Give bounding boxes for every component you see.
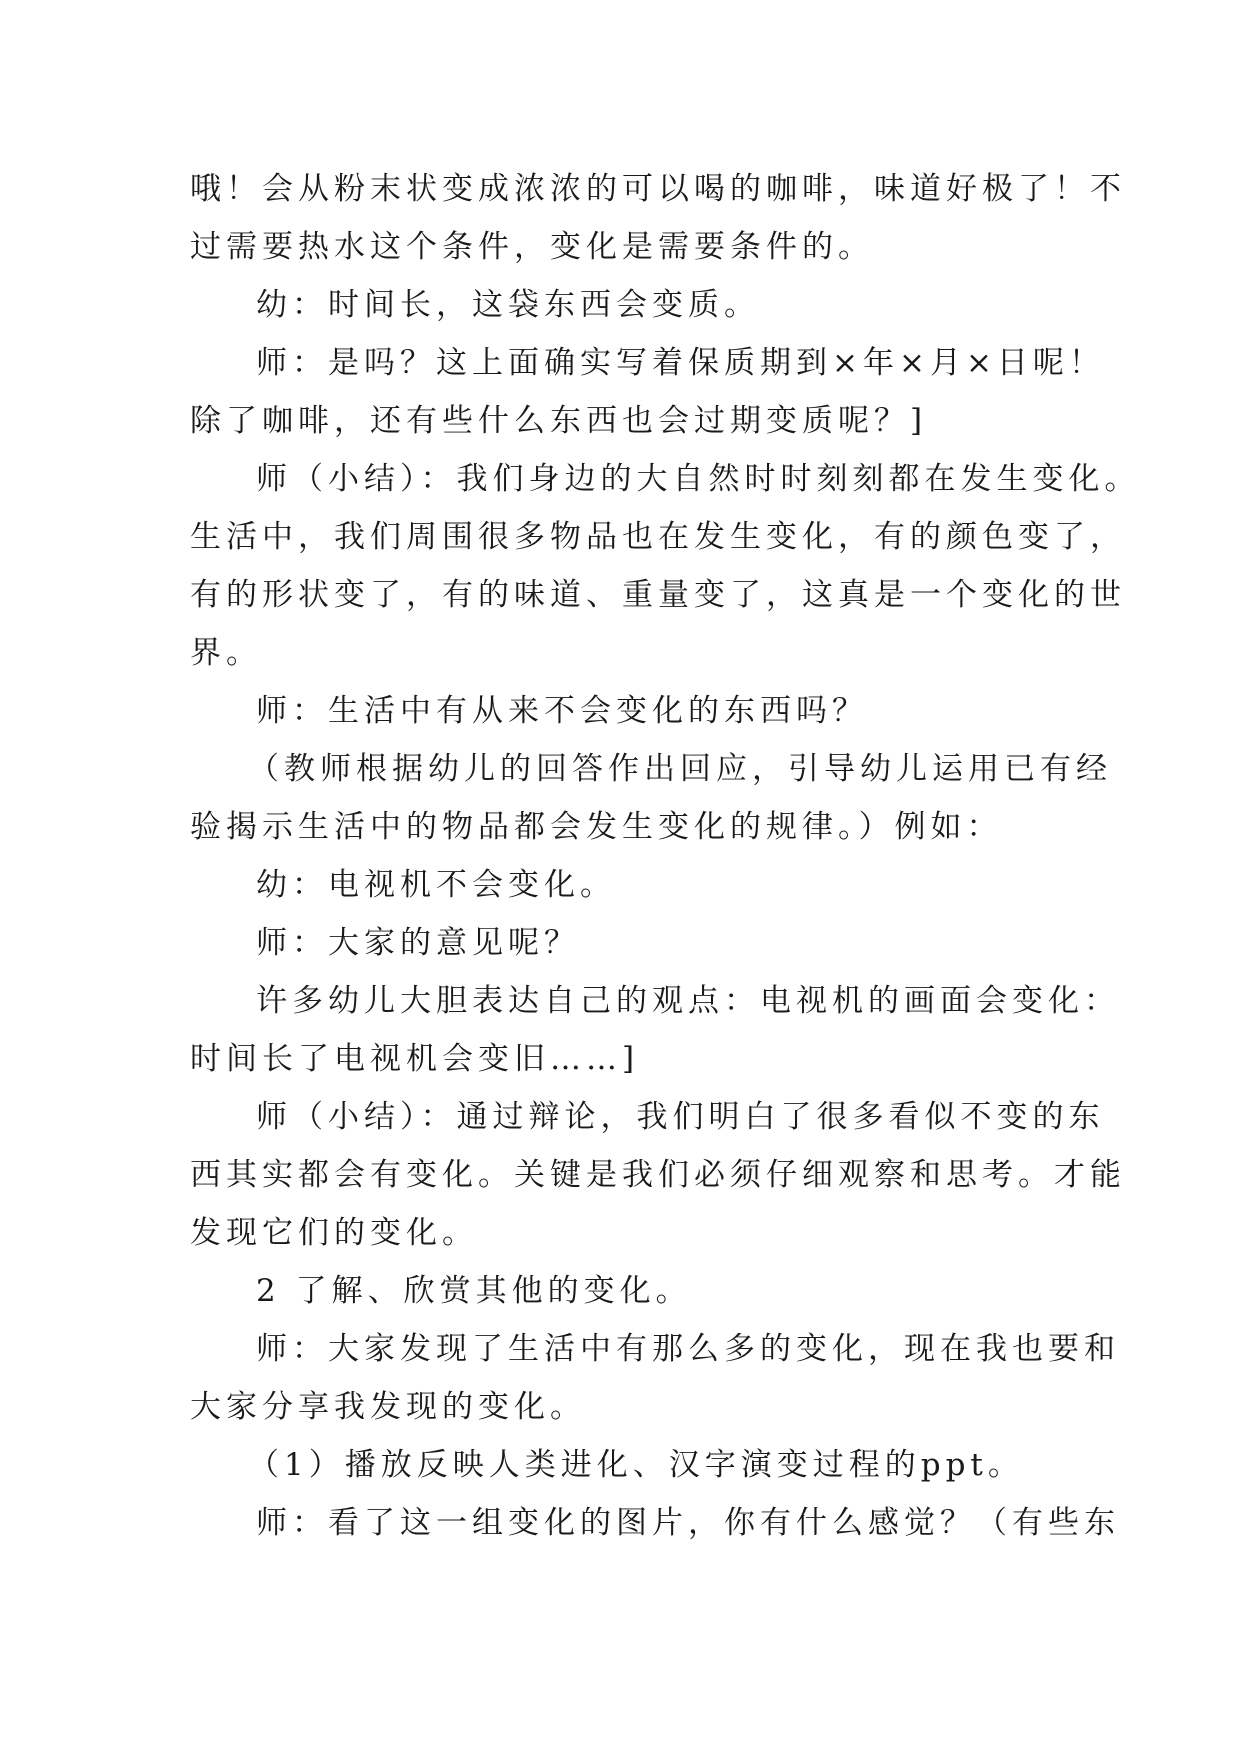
- text-line: 时间长了电视机会变旧……]: [190, 1041, 640, 1077]
- text-line: 哦！会从粉末状变成浓浓的可以喝的咖啡，味道好极了！不: [190, 171, 1126, 207]
- text-line: 师（小结）：通过辩论，我们明白了很多看似不变的东: [256, 1099, 1105, 1135]
- text-line: 师（小结）：我们身边的大自然时时刻刻都在发生变化。: [256, 461, 1141, 497]
- text-line: 西其实都会有变化。关键是我们必须仔细观察和思考。才能: [190, 1157, 1126, 1193]
- text-line: 师：看了这一组变化的图片，你有什么感觉？（有些东: [256, 1505, 1120, 1541]
- text-line: （教师根据幼儿的回答作出回应，引导幼儿运用已有经: [248, 751, 1112, 787]
- text-line: 许多幼儿大胆表达自己的观点：电视机的画面会变化：: [256, 983, 1120, 1019]
- text-line: （1）播放反映人类进化、汉字演变过程的ppt。: [248, 1447, 1024, 1483]
- text-line: 师：大家发现了生活中有那么多的变化，现在我也要和: [256, 1331, 1120, 1367]
- text-line: 除了咖啡，还有些什么东西也会过期变质呢？]: [190, 403, 928, 439]
- text-line: 发现它们的变化。: [190, 1215, 478, 1251]
- document-body: [190, 160, 1141, 1552]
- text-line: 界。: [190, 635, 262, 671]
- text-line: 验揭示生活中的物品都会发生变化的规律。）例如：: [190, 809, 1003, 845]
- text-line: 师：生活中有从来不会变化的东西吗？: [256, 693, 868, 729]
- text-line: 2 了解、欣赏其他的变化。: [256, 1273, 692, 1309]
- text-line: 生活中，我们周围很多物品也在发生变化，有的颜色变了，: [190, 519, 1126, 555]
- text-line: 幼：时间长，这袋东西会变质。: [256, 287, 760, 323]
- text-line: 大家分享我发现的变化。: [190, 1389, 586, 1425]
- text-line: 幼：电视机不会变化。: [256, 867, 616, 903]
- text-line: 师：是吗？这上面确实写着保质期到×年×月×日呢！: [256, 345, 1105, 381]
- text-line: 过需要热水这个条件，变化是需要条件的。: [190, 229, 874, 265]
- text-line: 师：大家的意见呢？: [256, 925, 580, 961]
- text-line: 有的形状变了，有的味道、重量变了，这真是一个变化的世: [190, 577, 1126, 613]
